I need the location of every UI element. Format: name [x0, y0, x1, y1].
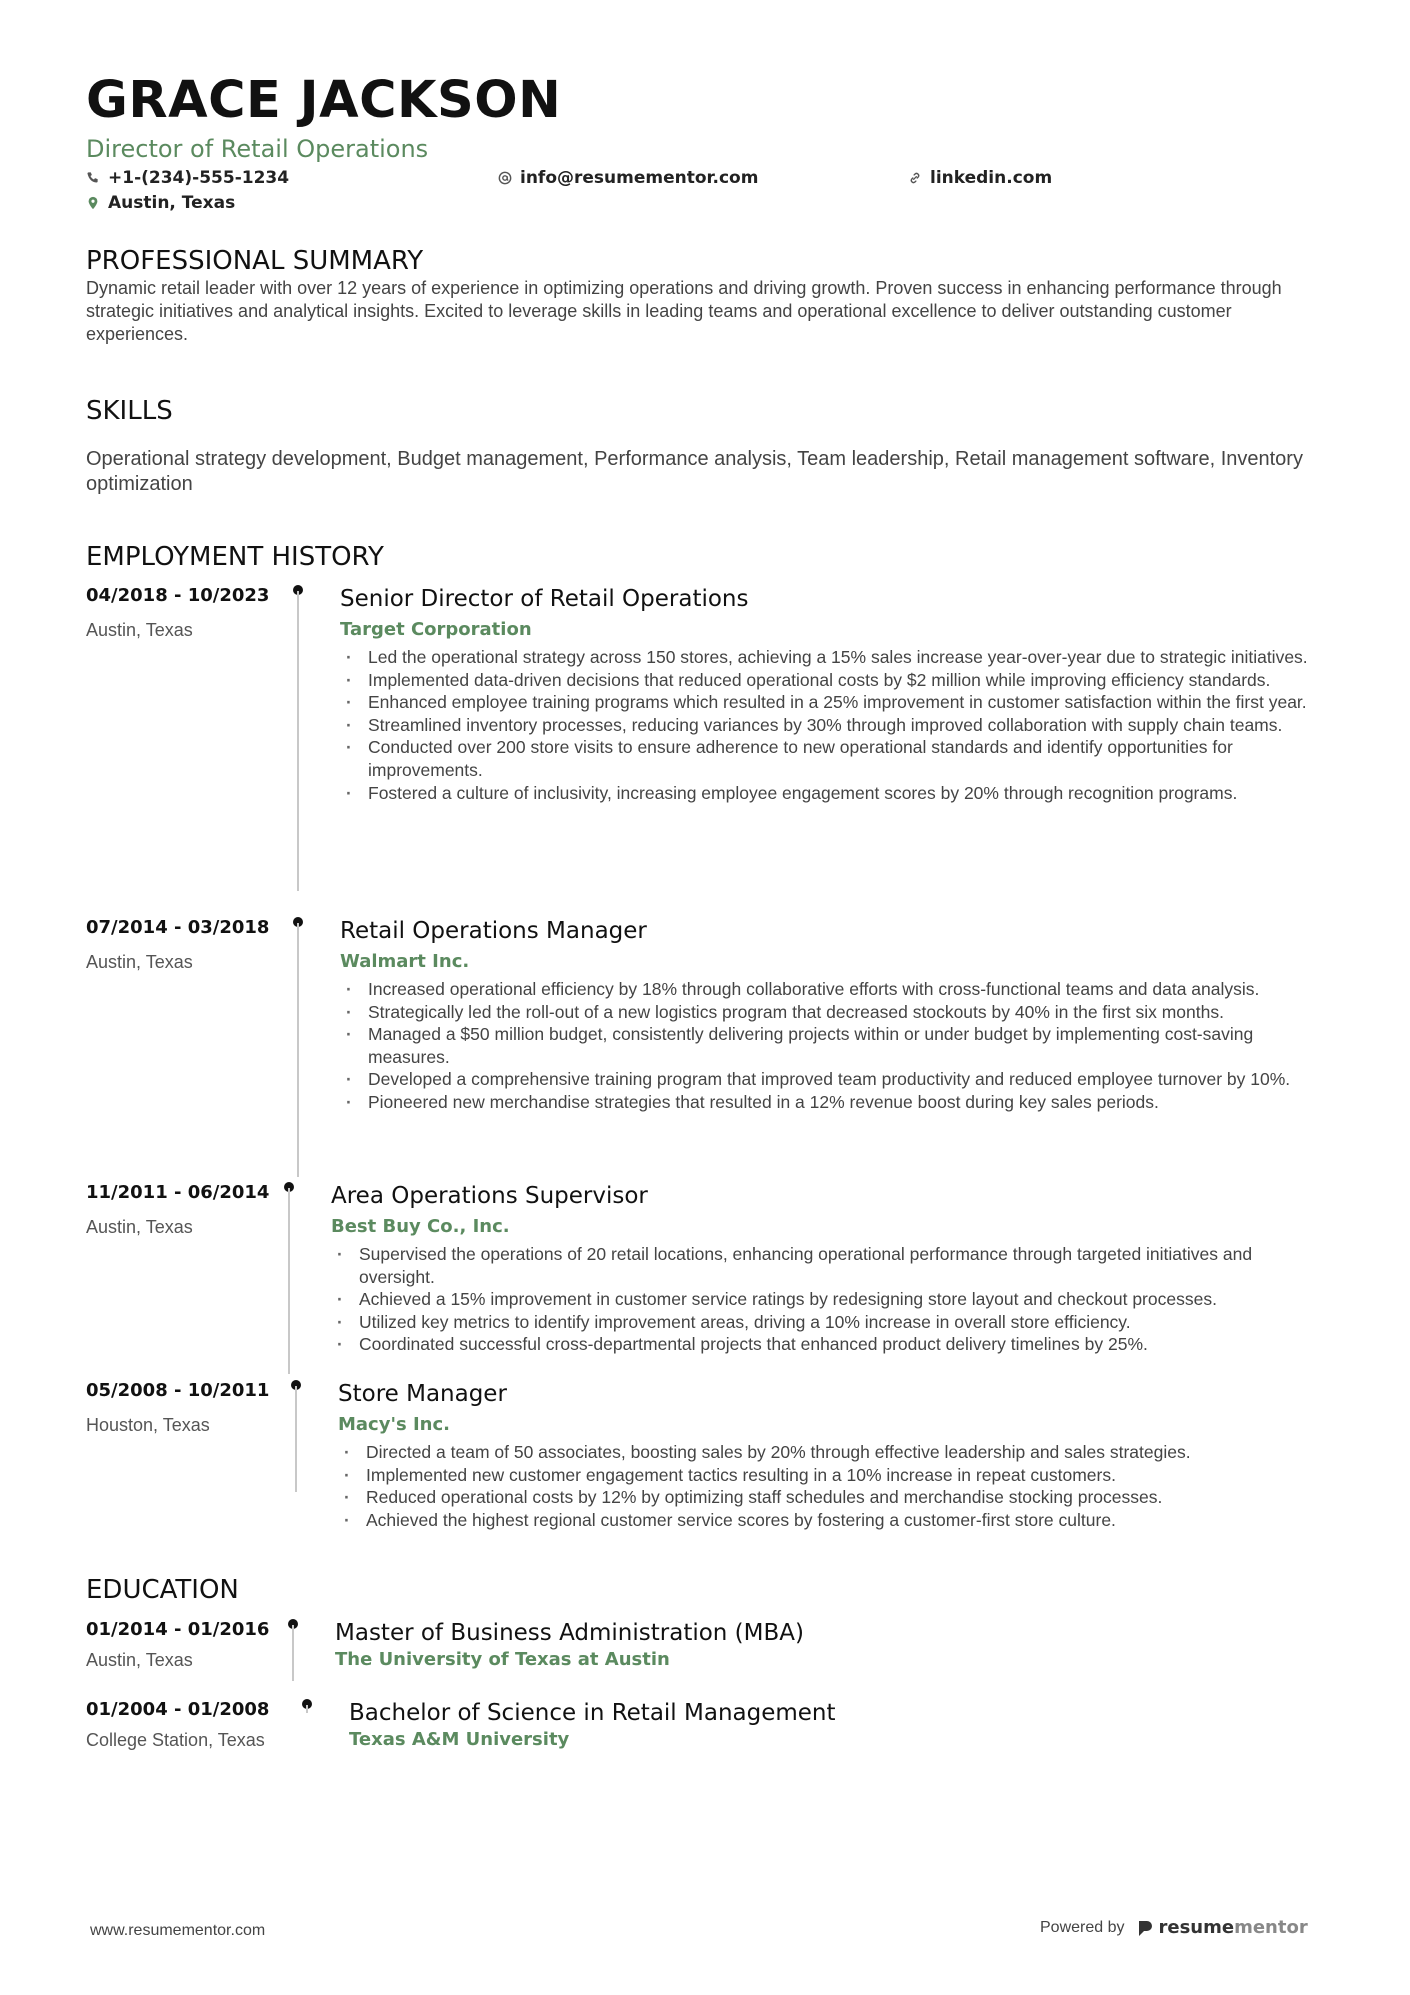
job-bullet: · Strategically led the roll-out of a new logistics program that decreased stockouts by 40% in the first six months.: [340, 1001, 1315, 1024]
job-title: Store Manager: [338, 1381, 507, 1407]
job-bullet: · Increased operational efficiency by 18% through collaborative efforts with cross-functional teams and data analysis.: [340, 978, 1315, 1001]
education-dates: 01/2014 - 01/2016: [86, 1619, 270, 1640]
employment-heading: EMPLOYMENT HISTORY: [86, 542, 384, 572]
job-title: Area Operations Supervisor: [331, 1183, 648, 1209]
at-icon: [498, 171, 512, 185]
degree-title: Bachelor of Science in Retail Management: [349, 1700, 836, 1726]
education-location: College Station, Texas: [86, 1730, 265, 1750]
phone-number: +1-(234)-555-1234: [108, 168, 290, 188]
job-dates: 05/2008 - 10/2011: [86, 1380, 270, 1401]
job-dates: 11/2011 - 06/2014: [86, 1182, 270, 1203]
job-bullet: · Developed a comprehensive training program that improved team productivity and reduced employee turnover by 10%.: [340, 1068, 1315, 1091]
skills-text: Operational strategy development, Budget management, Performance analysis, Team leadership, Retail management software, Inventory optimization: [86, 448, 1303, 495]
phone-icon: [86, 171, 100, 185]
location-pin-icon: [86, 196, 100, 210]
summary-heading: PROFESSIONAL SUMMARY: [86, 246, 424, 276]
job-bullet: · Managed a $50 million budget, consistently delivering projects within or under budget by implementing cost-saving measures.: [340, 1023, 1315, 1068]
job-bullet: · Supervised the operations of 20 retail locations, enhancing operational performance through targeted initiatives and oversight.: [331, 1243, 1306, 1288]
job-entry: [86, 1380, 1336, 1550]
timeline-line: [292, 1625, 294, 1681]
link-icon: [908, 171, 922, 185]
job-company: Best Buy Co., Inc.: [331, 1216, 510, 1237]
contact-email[interactable]: [498, 168, 758, 188]
job-company: Walmart Inc.: [340, 951, 470, 972]
school-name: The University of Texas at Austin: [335, 1649, 670, 1670]
job-bullet: · Achieved a 15% improvement in customer service ratings by redesigning store layout and checkout processes.: [331, 1288, 1306, 1311]
footer-branding: [1040, 1917, 1308, 1938]
linkedin-url: linkedin.com: [930, 168, 1053, 188]
job-bullets: [340, 646, 1315, 804]
candidate-name: GRACE JACKSON: [86, 71, 562, 130]
job-location: Austin, Texas: [86, 1217, 193, 1237]
job-bullet: · Utilized key metrics to identify improvement areas, driving a 10% increase in overall store efficiency.: [331, 1311, 1306, 1334]
job-entry: [86, 917, 1336, 1177]
job-dates: 07/2014 - 03/2018: [86, 917, 270, 938]
job-bullets: [338, 1441, 1313, 1531]
job-location: Austin, Texas: [86, 952, 193, 972]
education-entry: [86, 1619, 1336, 1689]
resumementor-logo-icon: [1137, 1919, 1153, 1937]
job-bullet: · Conducted over 200 store visits to ensure adherence to new operational standards and identify opportunities for improvements.: [340, 736, 1315, 781]
brand-logo[interactable]: [1137, 1917, 1308, 1938]
job-location: Austin, Texas: [86, 620, 193, 640]
job-location: Houston, Texas: [86, 1415, 210, 1435]
job-company: Target Corporation: [340, 619, 532, 640]
job-bullet: · Streamlined inventory processes, reducing variances by 30% through improved collaboration with supply chain teams.: [340, 714, 1315, 737]
job-bullet: · Enhanced employee training programs which resulted in a 25% improvement in customer satisfaction within the first year.: [340, 691, 1315, 714]
timeline-line: [306, 1705, 308, 1713]
job-entry: [86, 1182, 1336, 1372]
education-heading: EDUCATION: [86, 1575, 239, 1605]
job-bullets: [340, 978, 1315, 1114]
summary-text: Dynamic retail leader with over 12 years of experience in optimizing operations and driving growth. Proven success in enhancing performance through strategic initiatives and analytical insights. Excited to leverage skills in leading teams and operational excellence to deliver outstanding customer experiences.: [86, 278, 1282, 344]
brand-name-bold: resume: [1158, 1917, 1235, 1938]
contact-location: [86, 193, 235, 213]
job-bullet: · Implemented data-driven decisions that reduced operational costs by $2 million while improving efficiency standards.: [340, 669, 1315, 692]
degree-title: Master of Business Administration (MBA): [335, 1620, 804, 1646]
job-bullet: · Led the operational strategy across 150 stores, achieving a 15% sales increase year-over-year due to strategic initiatives.: [340, 646, 1315, 669]
education-location: Austin, Texas: [86, 1650, 193, 1670]
contact-info: [86, 168, 1336, 220]
education-dates: 01/2004 - 01/2008: [86, 1699, 270, 1720]
education-entry: [86, 1699, 1336, 1759]
contact-phone[interactable]: [86, 168, 289, 188]
contact-linkedin[interactable]: [908, 168, 1052, 188]
job-dates: 04/2018 - 10/2023: [86, 585, 270, 606]
job-bullets: [331, 1243, 1306, 1356]
candidate-role: Director of Retail Operations: [86, 135, 429, 163]
school-name: Texas A&M University: [349, 1729, 570, 1750]
job-bullet: · Pioneered new merchandise strategies that resulted in a 12% revenue boost during key sales periods.: [340, 1091, 1315, 1114]
job-bullet: · Fostered a culture of inclusivity, increasing employee engagement scores by 20% through recognition programs.: [340, 782, 1315, 805]
job-bullet: · Reduced operational costs by 12% by optimizing staff schedules and merchandise stocking processes.: [338, 1486, 1313, 1509]
powered-by-label: Powered by: [1040, 1918, 1125, 1936]
job-bullet: · Implemented new customer engagement tactics resulting in a 10% increase in repeat customers.: [338, 1464, 1313, 1487]
email-address: info@resumementor.com: [520, 168, 759, 188]
job-entry: [86, 585, 1336, 895]
resume-page: [86, 70, 1336, 220]
job-bullet: · Coordinated successful cross-departmental projects that enhanced product delivery timelines by 25%.: [331, 1333, 1306, 1356]
location-text: Austin, Texas: [108, 193, 236, 213]
timeline-line: [297, 923, 299, 1177]
job-bullet: · Achieved the highest regional customer service scores by fostering a customer-first store culture.: [338, 1509, 1313, 1532]
job-title: Senior Director of Retail Operations: [340, 586, 749, 612]
footer-website[interactable]: www.resumementor.com: [90, 1922, 266, 1939]
skills-heading: SKILLS: [86, 396, 173, 426]
timeline-line: [295, 1386, 297, 1492]
timeline-line: [297, 591, 299, 891]
job-title: Retail Operations Manager: [340, 918, 647, 944]
job-company: Macy's Inc.: [338, 1414, 450, 1435]
job-bullet: · Directed a team of 50 associates, boosting sales by 20% through effective leadership and sales strategies.: [338, 1441, 1313, 1464]
brand-name-light: mentor: [1234, 1917, 1308, 1938]
timeline-line: [288, 1188, 290, 1374]
